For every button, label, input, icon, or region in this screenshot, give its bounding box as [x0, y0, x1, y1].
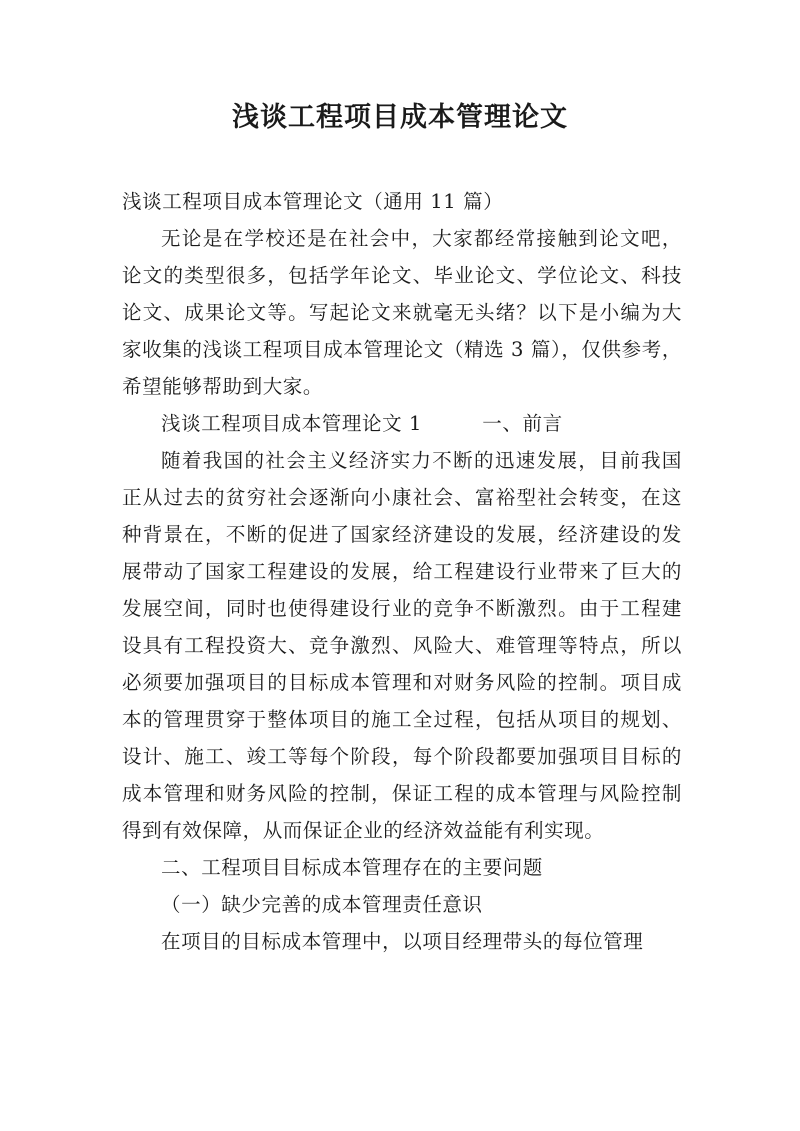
section-1-paragraph: 随着我国的社会主义经济实力不断的迅速发展，目前我国正从过去的贫穷社会逐渐向小康社会、富裕型社会转变，在这种背景在，不断的促进了国家经济建设的发展，经济建设的发展带动了国家工程建设的发展，给工程建设行业带来了巨大的发展空间，同时也使得建设行业的竞争不断激烈。由于工程建设具有工程投资大、竞争激烈、风险大、难管理等特点，所以必须要加强项目的目标成本管理和对财务风险的控制。项目成本的管理贯穿于整体项目的施工全过程，包括从项目的规划、设计、施工、竣工等每个阶段，每个阶段都要加强项目目标的成本管理和财务风险的控制，保证工程的成本管理与风险控制得到有效保障，从而保证企业的经济效益能有利实现。 — [122, 449, 682, 842]
document-body — [122, 183, 682, 960]
section-2-heading: 二、工程项目目标成本管理存在的主要问题 — [161, 856, 543, 879]
subsection-1-paragraph: 在项目的目标成本管理中，以项目经理带头的每位管理 — [161, 930, 644, 953]
subsection-1-heading: （一）缺少完善的成本管理责任意识 — [161, 893, 483, 916]
document-subtitle: 浅谈工程项目成本管理论文（通用 11 篇） — [122, 190, 504, 213]
intro-paragraph: 无论是在学校还是在社会中，大家都经常接触到论文吧，论文的类型很多，包括学年论文、毕业论文、学位论文、科技论文、成果论文等。写起论文来就毫无头绪？以下是小编为大家收集的浅谈工程项目成本管理论文（精选 3 篇），仅供参考，希望能够帮助到大家。 — [122, 227, 682, 398]
section-1-heading: 浅谈工程项目成本管理论文 1 一、前言 — [161, 412, 563, 435]
document-title: 浅谈工程项目成本管理论文 — [232, 102, 568, 133]
